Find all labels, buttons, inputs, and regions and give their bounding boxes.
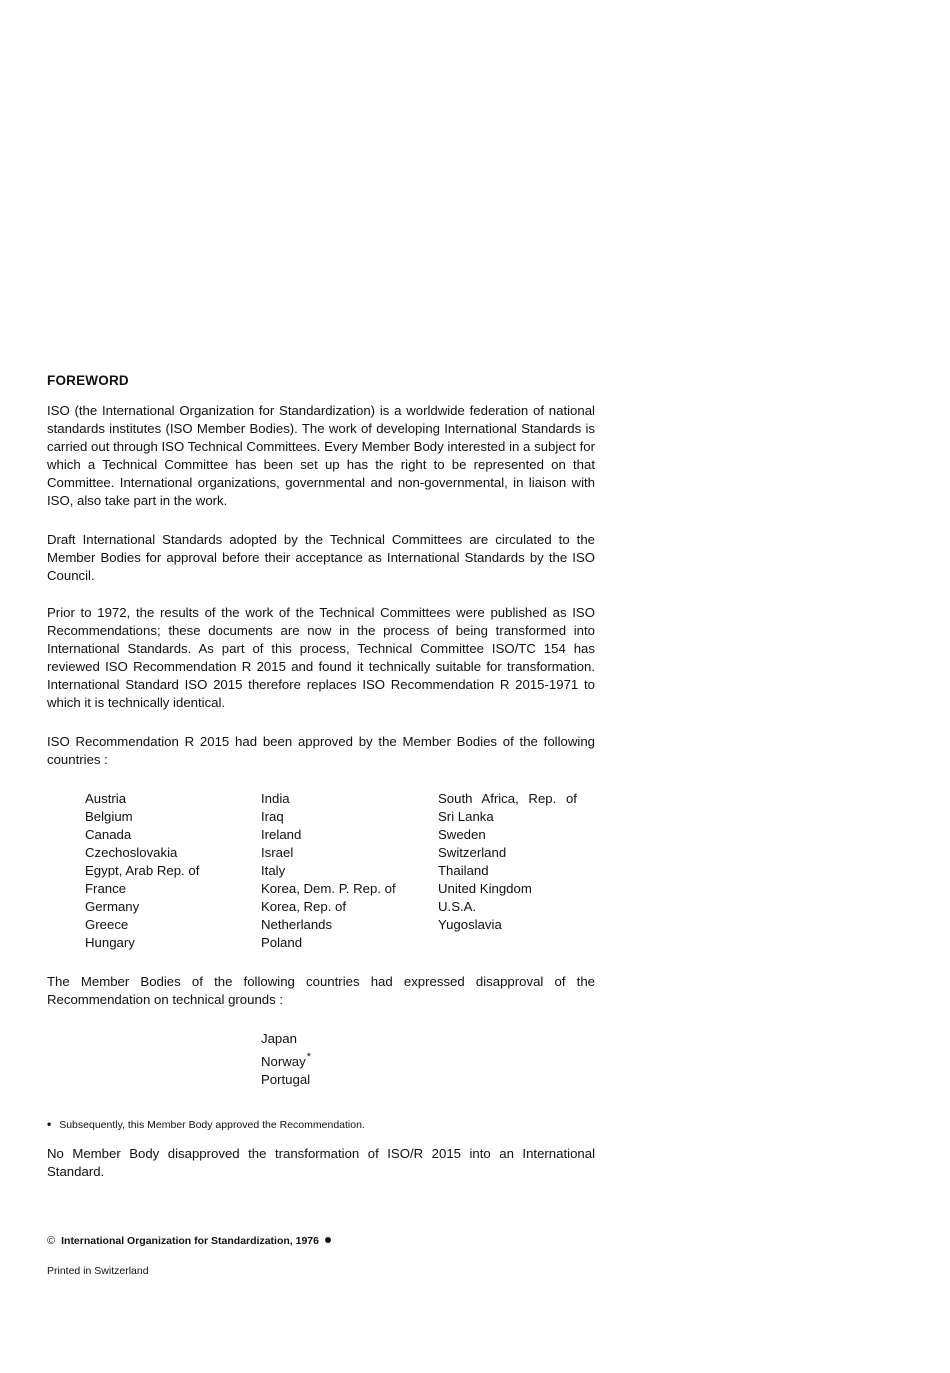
country-item-norway — [261, 1048, 311, 1071]
country-item: Sweden — [438, 827, 486, 842]
country-item: Germany — [85, 899, 140, 914]
country-item: United Kingdom — [438, 881, 532, 896]
country-item: India — [261, 791, 290, 806]
foreword-heading: FOREWORD — [47, 373, 129, 388]
country-name: Norway — [261, 1054, 306, 1069]
printed-location: Printed in Switzerland — [47, 1265, 149, 1277]
paragraph-iso-intro: ISO (the International Organization for Standardization) is a worldwide federation of national standards institutes (ISO Member Bodies). The work of developing International Standards is carried out through ISO Technical Committees. Every Member Body interested in a subject for which a Technical Committee has been set up has the right to be represented on that Committee. International organizations, governmental and non-governmental, in liaison with ISO, also take part in the work. — [47, 403, 595, 508]
country-item-portugal: Portugal — [261, 1072, 311, 1087]
footnote-asterisk: * — [306, 1051, 311, 1063]
paragraph-transformation: Prior to 1972, the results of the work of the Technical Committees were published as ISO Recommendations; these documents are now in the process of being transformed into International Standards. As part of this process, Technical Committee ISO/TC 154 has reviewed ISO Recommendation R 2015 and found it technically suitable for transformation. International Standard ISO 2015 therefore replaces ISO Recommendation R 2015-1971 to which it is technically identical. — [47, 605, 595, 710]
country-item: Belgium — [85, 809, 133, 824]
country-item: Thailand — [438, 863, 489, 878]
footnote-text: Subsequently, this Member Body approved the Recommendation. — [59, 1119, 365, 1131]
country-column-2 — [261, 790, 431, 952]
country-column-1 — [85, 790, 255, 952]
paragraph-disapproval: The Member Bodies of the following countries had expressed disapproval of the Recommendation on technical grounds : — [47, 974, 595, 1007]
country-item: Netherlands — [261, 917, 333, 932]
country-item: Switzerland — [438, 845, 507, 860]
country-item: Sri Lanka — [438, 809, 494, 824]
country-item: Greece — [85, 917, 129, 932]
country-item: Korea, Dem. P. Rep. of — [261, 881, 396, 896]
copyright-text: International Organization for Standardization, 1976 — [61, 1235, 319, 1247]
bullet-icon — [325, 1237, 331, 1243]
country-item: Iraq — [261, 809, 284, 824]
country-item: Poland — [261, 935, 303, 950]
country-item: Korea, Rep. of — [261, 899, 347, 914]
country-item: Yugoslavia — [438, 917, 502, 932]
country-item: Canada — [85, 827, 132, 842]
country-item: Israel — [261, 845, 294, 860]
paragraph-draft-standards: Draft International Standards adopted by the Technical Committees are circulated to the Member Bodies for approval before their acceptance as International Standards by the ISO Council. — [47, 532, 595, 583]
paragraph-no-disapproval: No Member Body disapproved the transformation of ISO/R 2015 into an International Standard. — [47, 1146, 595, 1179]
country-item: Hungary — [85, 935, 135, 950]
copyright-icon: © — [47, 1235, 56, 1247]
country-item: South Africa, Rep. of — [438, 791, 577, 806]
country-column-3 — [438, 790, 598, 934]
country-item: Italy — [261, 863, 286, 878]
footnote-bullet-icon: • — [47, 1117, 52, 1131]
country-item: France — [85, 881, 127, 896]
country-item-japan: Japan — [261, 1031, 297, 1046]
disapproving-countries-list — [261, 1030, 311, 1089]
footnote — [47, 1117, 365, 1132]
country-item: U.S.A. — [438, 899, 477, 914]
paragraph-approval: ISO Recommendation R 2015 had been approved by the Member Bodies of the following countries : — [47, 734, 595, 767]
country-item: Egypt, Arab Rep. of — [85, 863, 200, 878]
country-item: Austria — [85, 791, 127, 806]
country-item: Czechoslovakia — [85, 845, 178, 860]
copyright-line — [47, 1234, 331, 1248]
country-item: Ireland — [261, 827, 302, 842]
